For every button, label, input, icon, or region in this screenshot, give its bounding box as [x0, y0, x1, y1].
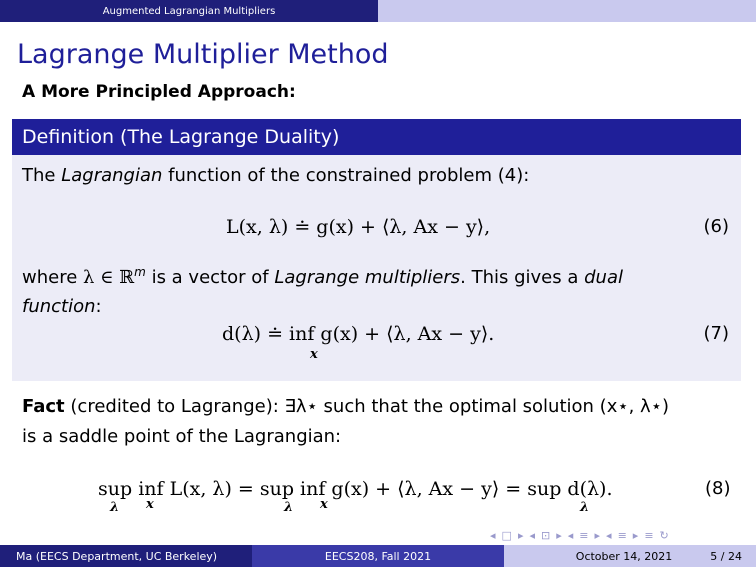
line3-end: : [95, 296, 102, 317]
footer-right [504, 545, 756, 567]
footer-page: 5 / 24 [710, 549, 742, 563]
footer-course: EECS208, Fall 2021 [252, 545, 504, 567]
equation-6-number: (6) [703, 216, 729, 237]
frame-subtitle: A More Principled Approach: [22, 82, 296, 102]
definition-intro [22, 165, 529, 186]
definition-line2 [22, 265, 623, 288]
nav-search-icon[interactable]: ↻ [659, 529, 669, 542]
line2-superscript: m [134, 265, 146, 279]
nav-doc-icon[interactable]: ≡ [617, 529, 627, 542]
fact-line2: is a saddle point of the Lagrangian: [22, 426, 342, 447]
intro-text-end: function of the constrained problem (4): [162, 165, 530, 186]
definition-block [12, 119, 741, 381]
nav-prev-section-icon[interactable]: ◂ [567, 529, 574, 542]
line2-emphasis2: dual [584, 267, 623, 288]
nav-next-subsection-icon[interactable]: ▸ [556, 529, 562, 542]
equation-6: L(x, λ) ≐ g(x) + ⟨λ, Ax − y⟩, [226, 216, 491, 238]
beamer-navigation[interactable] [490, 529, 669, 542]
equation-8-subscript-5: λ [580, 500, 590, 515]
header-bar-right [378, 0, 756, 22]
fact-line1 [22, 396, 669, 417]
line3-emphasis: function [22, 296, 96, 317]
section-name: Augmented Lagrangian Multipliers [0, 0, 378, 22]
equation-7: d(λ) ≐ inf g(x) + ⟨λ, Ax − y⟩. [222, 323, 495, 345]
footer-author: Ma (EECS Department, UC Berkeley) [0, 545, 252, 567]
footer-bar [0, 545, 756, 567]
fact-label: Fact [22, 396, 65, 417]
equation-8-subscript-2: x [146, 497, 154, 512]
line2-text: where [22, 267, 84, 288]
definition-title: Definition (The Lagrange Duality) [12, 119, 741, 155]
equation-8-subscript-1: λ [110, 500, 120, 515]
nav-prev-frame-icon[interactable]: ◂ [490, 529, 496, 542]
nav-next-icon[interactable]: ▸ [632, 529, 639, 542]
nav-next-section-icon[interactable]: ▸ [594, 529, 601, 542]
line2-end: . This gives a [460, 267, 585, 288]
equation-7-number: (7) [703, 323, 729, 344]
equation-8-number: (8) [705, 478, 731, 499]
nav-prev-subsection-icon[interactable]: ◂ [529, 529, 535, 542]
equation-8-subscript-3: λ [284, 500, 294, 515]
nav-menu-icon[interactable]: ≡ [644, 529, 654, 542]
intro-text: The [22, 165, 62, 186]
equation-8-subscript-4: x [320, 497, 328, 512]
nav-prev-icon[interactable]: ◂ [606, 529, 612, 542]
nav-subsection-icon[interactable]: ⊡ [541, 529, 551, 542]
footer-date: October 14, 2021 [575, 549, 673, 563]
nav-next-frame-icon[interactable]: ▸ [517, 529, 524, 542]
equation-8: sup inf L(x, λ) = sup inf g(x) + ⟨λ, Ax − y⟩ = sup d(λ). [98, 478, 613, 500]
frame-title: Lagrange Multiplier Method [17, 39, 389, 70]
nav-frame-icon[interactable]: □ [501, 529, 512, 542]
definition-body [12, 155, 741, 381]
nav-section-icon[interactable]: ≡ [579, 529, 589, 542]
definition-line3 [22, 296, 102, 317]
line2-emphasis: Lagrange multipliers [274, 267, 461, 288]
fact-text: (credited to Lagrange): ∃λ⋆ such that the optimal solution (x⋆, λ⋆) [64, 396, 669, 417]
line2-mid: is a vector of [145, 267, 275, 288]
header-bar [0, 0, 756, 22]
line2-math: λ ∈ ℝ [83, 267, 135, 288]
intro-emphasis: Lagrangian [61, 165, 163, 186]
equation-7-subscript: x [310, 347, 318, 362]
